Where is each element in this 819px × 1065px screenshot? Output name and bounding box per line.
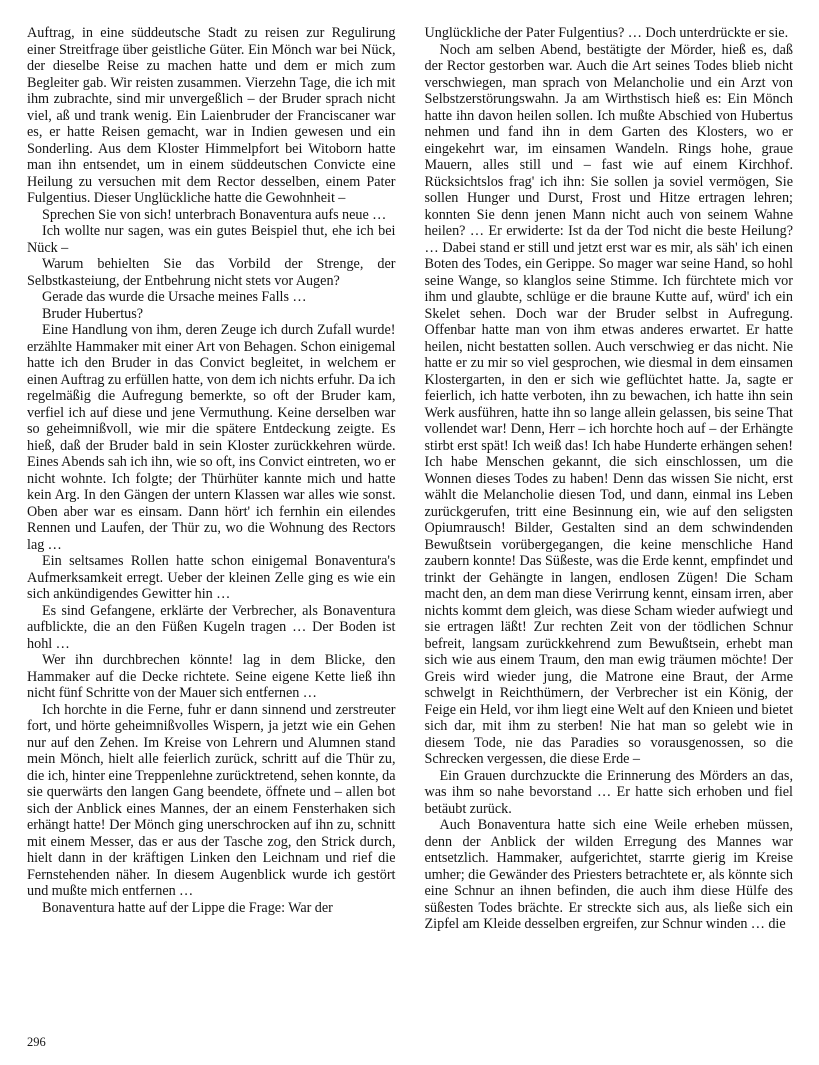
paragraph: Wer ihn durchbrechen könnte! lag in dem Blicke, den Hammaker auf die Decke richtete. Seine eigene Kette ließ ihn nicht fünf Schritte von der Mauer sich entfernen …	[27, 652, 396, 701]
page-number: 296	[27, 1035, 46, 1049]
paragraph: Warum behielten Sie das Vorbild der Strenge, der Selbstkasteiung, der Entbehrung nicht stets vor Augen?	[27, 256, 396, 289]
paragraph: Sprechen Sie von sich! unterbrach Bonaventura aufs neue …	[42, 206, 387, 223]
paragraph: Bruder Hubertus?	[42, 305, 144, 322]
paragraph: Noch am selben Abend, bestätigte der Mörder, hieß es, daß der Rector gestorben war. Auch die Art seines Todes blieb nicht verschwiegen, man sprach von Melancholie und ein Arzt von Selbstzerstörungswahn. Ja am Wirthstisch hieß es: Ein Mönch hatte ihn davon heilen sollen. Ich mußte Abschied von Hubertus nehmen und fand ihn in dem Garten des Klosters, wo er eingekehrt war, im einsamen Wandeln. Rings hohe, graue Mauern, alles still und – fast wie auf einem Kirchhof. Rücksichtslos frag' ich ihn: Sie sollen ja soviel vermögen, Sie sollen Hunger und Durst, Frost und Hitze ertragen lehren; konnten Sie denn jenen Mann nicht auch von seinem Wahne heilen? … Er erwiderte: Ist da der Tod nicht die beste Heilung? … Dabei stand er still und jetzt erst war es mir, als säh' ich einen Boten des Todes, ein Gerippe. So mager war seine Hand, so hohl seine Wange, so klanglos seine Stimme. Ich fürchtete mich vor ihm und glaubte, schlüge er die braune Kutte auf, würd' ich ein Skelet sehen. Doch war der Bruder selbst in Aufregung. Offenbar hatte man von ihm etwas anderes erwartet. Er hatte heilen, nicht bestatten sollen. Auch verschwieg er das nicht. Nie hatte er zu mir so viel gesprochen, wie diesmal in dem einsamen Klostergarten, in den er sich wie geflüchtet hatte. Ja, sagte er feierlich, ich hatte verboten, ihn zu bewachen, ich hatte ihn sein Werk ausführen, hatte ihn so lange allein gelassen, bis seine That vollendet war! Denn, Herr – ich horchte hoch auf – der Erhängte stirbt erst spät! Ich weiß das! Ich habe Hunderte erhängen sehen! Ich habe Menschen gekannt, die sich einschlossen, um die Wonnen dieses Todes zu haben! Denn das wissen Sie nicht, erst wählt die Melancholie diesen Tod, und dann, einmal ins Leben zurückgerufen, tritt eine Besinnung ein, wie auf den seligsten Opiumrausch! Bilder, Gestalten sind an dem schwindenden Bewußtsein vorübergegangen, die keine menschliche Hand zaubern konnte! Das Süßeste, was die Erde kennt, empfindet und trinkt der Gehängte in langen, endlosen Zügen! Die Scham macht den, an dem man diese Verirrung kennt, einsam irren, aber nichts kommt dem gleich, was diese Scham wieder aufwiegt und sie ertragen läßt! Zur rechten Zeit von der tödlichen Schnur befreit, langsam zurückkehrend zum Bewußtsein, erhebt man sich wie aus einem Traum, den man ewig träumen möchte! Der Greis wird wieder jung, die Matrone eine Braut, der Arme schwelgt in Reichthümern, der Verbrecher ist ein König, der Feige ein Held, vor ihm liegt eine Welt auf den Knieen und bietet sich dar, mit ihm zu sterben! Nie hat man so gelebt wie in diesem Tode, nie das Paradies so vorausgenossen, so die Schrecken vergessen, die diese Erde –	[424, 41, 794, 767]
paragraph: Ich wollte nur sagen, was ein gutes Beispiel thut, ehe ich bei Nück –	[27, 223, 396, 256]
paragraph: Eine Handlung von ihm, deren Zeuge ich durch Zufall wurde! erzählte Hammaker mit einer Art von Behagen. Schon einigemal hatte ich den Bruder in das Convict begleitet, in welchem er einen Auftrag zu erfüllen hatte, von dem ich nichts erfuhr. Da ich regelmäßig die Aufregung bemerkte, so oft der Bruder kam, verfiel ich auf diese und jene Vermuthung. Keine derselben war so geheimnißvoll, wie mir die spätere Entdeckung zeigte. Es hieß, daß der Bruder bald in sein Kloster zurückkehren würde. Eines Abends sah ich ihn, wie so oft, ins Convict eintreten, wo er nicht wohnte. Ich folgte; der Thürhüter kannte mich und hatte kein Arg. In den Gängen der untern Klassen war alles wie sonst. Oben aber war es einsam. Dann hört' ich fernhin ein eilendes Rennen und Laufen, der Thür zu, wo die Wohnung des Rectors lag …	[27, 322, 396, 553]
paragraph: Ein Grauen durchzuckte die Erinnerung des Mörders an das, was ihm so nahe bevorstand … Er hatte sich erhoben und fiel betäubt zurück.	[424, 767, 793, 817]
text-columns	[27, 25, 793, 933]
paragraph: Bonaventura hatte auf der Lippe die Frage: War der	[42, 899, 333, 916]
paragraph: Auch Bonaventura hatte sich eine Weile erheben müssen, denn der Anblick der wilden Erregung des Mannes war entsetzlich. Hammaker, aufgerichtet, starrte gierig im Kreise umher; die Gewänder des Priesters betrachtete er, als könnte sich eine Schnur an ihnen befinden, die auch ihm diese Hülfe des süßesten Todes brächte. Er streckte sich aus, als ließe sich ein Zipfel am Kleide desselben ergreifen, zur Schnur winden … die	[424, 817, 793, 932]
paragraph: Gerade das wurde die Ursache meines Falls …	[42, 289, 307, 305]
paragraph: Unglückliche der Pater Fulgentius? … Doch unterdrückte er sie.	[424, 25, 789, 41]
text-column-left	[27, 25, 396, 933]
paragraph: Ein seltsames Rollen hatte schon einigemal Bonaventura's Aufmerksamkeit erregt. Ueber der kleinen Zelle ging es wie ein sich ankündigendes Gewitter hin …	[27, 553, 396, 602]
text-column-right	[425, 25, 794, 933]
paragraph: Ich horchte in die Ferne, fuhr er dann sinnend und zerstreuter fort, und hörte geheimnißvolles Wispern, ja jetzt wie ein Gehen nur auf den Zehen. Im Kreise von Lehrern und Alumnen stand mein Mönch, hielt alle feierlich zurück, schritt auf die Thür zu, die ich, hinter eine Treppenlehne zurücktretend, sehen konnte, da sie querwärts den langen Gang beendete, öffnete und – allen bot sich der Anblick eines Mannes, der an einem Fensterhaken sich erhängt hatte! Der Mönch ging unerschrocken auf ihn zu, schnitt mit einem Messer, das er aus der Tasche zog, den Strick durch, hielt dann in der kräftigen Linken den Leichnam und rief die Fernstehenden näher. In diesem Augenblick wurde ich gestört und mußte mich entfernen …	[27, 701, 396, 899]
paragraph: Es sind Gefangene, erklärte der Verbrecher, als Bonaventura aufblickte, die an den Füßen Kugeln tragen … Der Boden ist hohl …	[27, 602, 396, 652]
paragraph: Auftrag, in eine süddeutsche Stadt zu reisen zur Regulirung einer Streitfrage über geistliche Güter. Ein Mönch war bei Nück, der dieselbe Reise zu machen hatte und dem er mich zum Begleiter gab. Wir reisten zusammen. Vierzehn Tage, die ich mit ihm zubrachte, sind mir unvergeßlich – der Bruder sprach nicht viel, aß und trank wenig. Ein Laienbruder der Franciscaner war es, er hatte Reisen gemacht, war in Indien gewesen und ein Sonderling. Aus dem Kloster Himmelpfort bei Witoborn hatte man ihn entsendet, um in einem süddeutschen Convicte eine Heilung zu versuchen mit dem Rector desselben, einem Pater Fulgentius. Dieser Unglückliche hatte die Gewohnheit –	[27, 25, 396, 206]
